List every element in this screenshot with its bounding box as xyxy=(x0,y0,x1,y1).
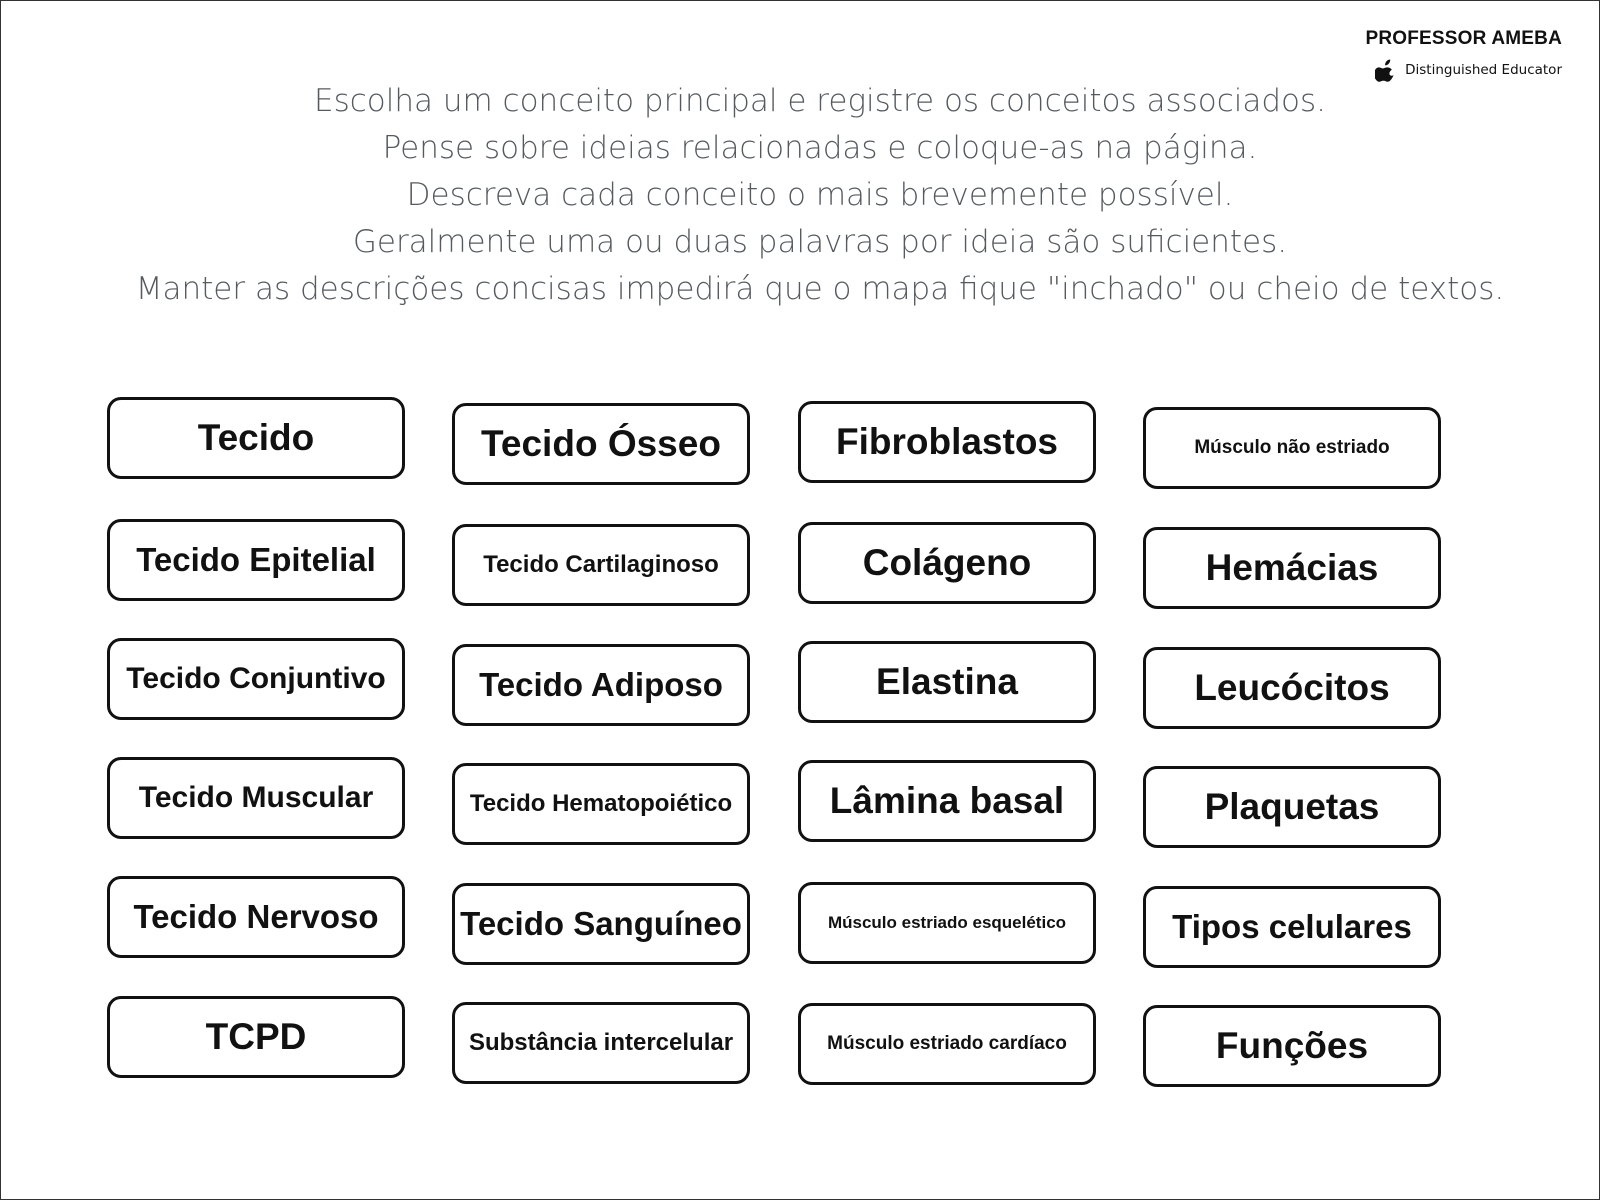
concept-card-leucocitos[interactable]: Leucócitos xyxy=(1143,647,1441,729)
concept-card-elastina[interactable]: Elastina xyxy=(798,641,1096,723)
concept-card-tipos-celulares[interactable]: Tipos celulares xyxy=(1143,886,1441,968)
concept-card-tecido-hematopoietico[interactable]: Tecido Hematopoiético xyxy=(452,763,750,845)
concept-card-tcpd[interactable]: TCPD xyxy=(107,996,405,1078)
concept-card-funcoes[interactable]: Funções xyxy=(1143,1005,1441,1087)
concept-card-lamina-basal[interactable]: Lâmina basal xyxy=(798,760,1096,842)
concept-card-musculo-estriado-cardiaco[interactable]: Músculo estriado cardíaco xyxy=(798,1003,1096,1085)
instruction-line: Escolha um conceito principal e registre os conceitos associados. xyxy=(313,83,1327,119)
concept-card-tecido-conjuntivo[interactable]: Tecido Conjuntivo xyxy=(107,638,405,720)
brand-title: PROFESSOR AMEBA xyxy=(1365,28,1562,49)
instruction-line: Manter as descrições concisas impedirá que o mapa fique "inchado" ou cheio de textos. xyxy=(135,271,1505,307)
concept-card-hemacias[interactable]: Hemácias xyxy=(1143,527,1441,609)
brand-subtitle: Distinguished Educator xyxy=(1405,62,1562,78)
concept-card-tecido-cartilaginoso[interactable]: Tecido Cartilaginoso xyxy=(452,524,750,606)
instruction-line: Pense sobre ideias relacionadas e coloque-as na página. xyxy=(382,130,1258,166)
instruction-line: Descreva cada conceito o mais brevemente possível. xyxy=(406,177,1234,213)
concept-card-substancia-intercelular[interactable]: Substância intercelular xyxy=(452,1002,750,1084)
concept-card-musculo-nao-estriado[interactable]: Músculo não estriado xyxy=(1143,407,1441,489)
concept-card-tecido-adiposo[interactable]: Tecido Adiposo xyxy=(452,644,750,726)
concept-card-musculo-estriado-esqueletico[interactable]: Músculo estriado esquelético xyxy=(798,882,1096,964)
concept-card-tecido-nervoso[interactable]: Tecido Nervoso xyxy=(107,876,405,958)
concept-card-colageno[interactable]: Colágeno xyxy=(798,522,1096,604)
instructions-block xyxy=(0,78,1600,313)
concept-card-tecido-muscular[interactable]: Tecido Muscular xyxy=(107,757,405,839)
instruction-line: Geralmente uma ou duas palavras por ideia são suficientes. xyxy=(352,224,1288,260)
concept-card-fibroblastos[interactable]: Fibroblastos xyxy=(798,401,1096,483)
concept-card-tecido-sanguineo[interactable]: Tecido Sanguíneo xyxy=(452,883,750,965)
brand-block xyxy=(1342,28,1562,82)
concept-card-tecido-osseo[interactable]: Tecido Ósseo xyxy=(452,403,750,485)
concept-card-tecido[interactable]: Tecido xyxy=(107,397,405,479)
concept-card-plaquetas[interactable]: Plaquetas xyxy=(1143,766,1441,848)
concept-card-tecido-epitelial[interactable]: Tecido Epitelial xyxy=(107,519,405,601)
